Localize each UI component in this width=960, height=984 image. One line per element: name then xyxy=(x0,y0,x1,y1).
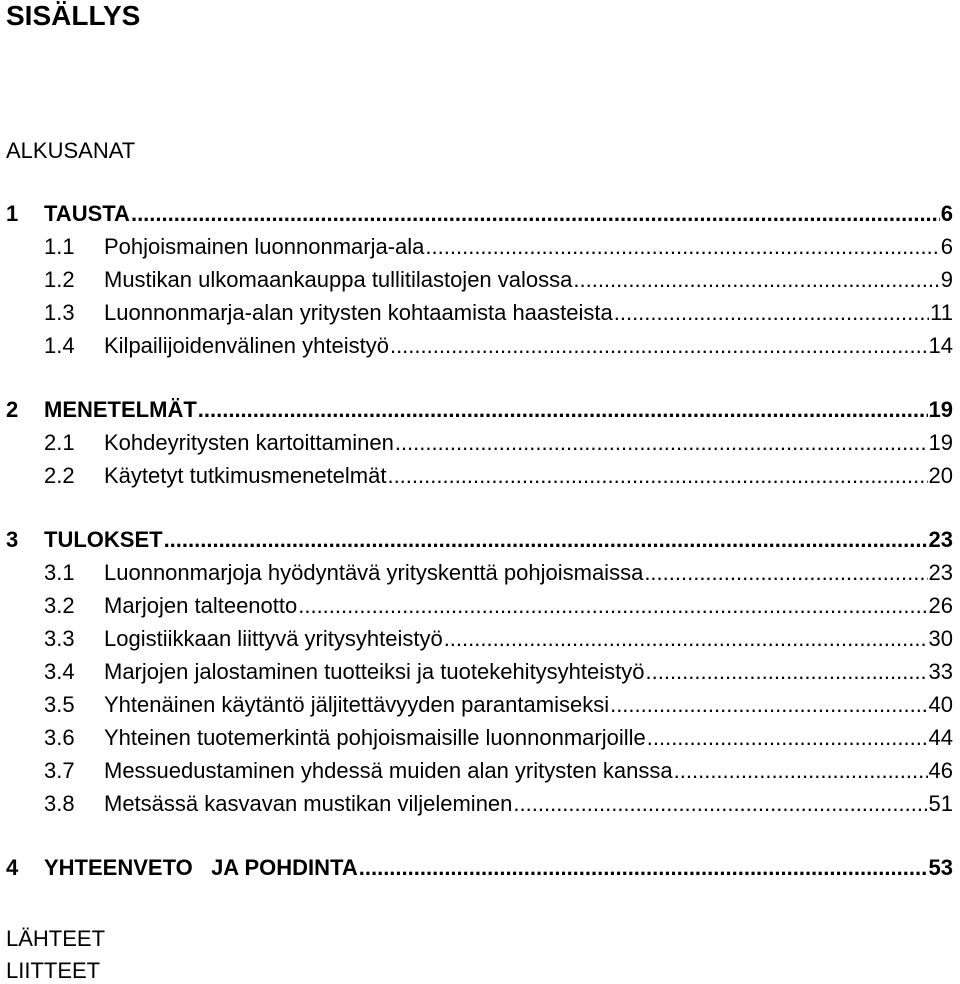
toc-dot-leader xyxy=(610,692,927,718)
toc-entry-page: 11 xyxy=(930,300,953,325)
toc-entry xyxy=(6,397,953,429)
toc-entry-page: 44 xyxy=(928,725,953,750)
toc-entry-page: 33 xyxy=(928,659,953,684)
toc-entry-label: Luonnonmarjoja hyödyntävä yrityskenttä pohjoismaissa xyxy=(104,560,644,585)
toc-entry xyxy=(6,527,953,559)
toc-dot-leader xyxy=(390,333,928,359)
toc-dot-leader xyxy=(298,593,927,619)
toc-entry-page: 6 xyxy=(940,234,953,259)
toc-entry-page: 40 xyxy=(928,692,953,717)
toc-entry xyxy=(44,758,953,790)
toc-entry-number: 2.2 xyxy=(44,463,75,488)
toc-dot-leader xyxy=(614,300,929,326)
toc-dot-leader xyxy=(646,659,928,685)
toc-entry-label: YHTEENVETO JA POHDINTA xyxy=(44,855,358,880)
toc-entry-label: Yhtenäinen käytäntö jäljitettävyyden parantamiseksi xyxy=(104,692,610,717)
toc-entry-label: Kohdeyritysten kartoittaminen xyxy=(104,430,394,455)
toc-entry-page: 19 xyxy=(928,397,953,422)
toc-dot-leader xyxy=(359,855,928,881)
toc-entry xyxy=(44,560,953,592)
toc-entry xyxy=(44,234,953,266)
toc-entry-page: 23 xyxy=(928,560,953,585)
toc-entry-page: 46 xyxy=(928,758,953,783)
toc-entry-label: Kilpailijoidenvälinen yhteistyö xyxy=(104,333,389,358)
toc-entry-page: 26 xyxy=(928,593,953,618)
toc-entry-page: 51 xyxy=(928,791,953,816)
toc-entry-number: 3.8 xyxy=(44,791,75,816)
toc-dot-leader xyxy=(513,791,927,817)
toc-entry-label: Yhteinen tuotemerkintä pohjoismaisille luonnonmarjoille xyxy=(104,725,646,750)
toc-entry-label: Pohjoismainen luonnonmarja-ala xyxy=(104,234,425,259)
toc-entry xyxy=(44,593,953,625)
toc-entry-label: MENETELMÄT xyxy=(44,397,197,422)
toc-entry xyxy=(44,267,953,299)
toc-entry-number: 1.4 xyxy=(44,333,75,358)
toc-entry-label: Mustikan ulkomaankauppa tullitilastojen valossa xyxy=(104,267,573,292)
toc-entry-label: Metsässä kasvavan mustikan viljeleminen xyxy=(104,791,513,816)
toc-entry-number: 4 xyxy=(6,855,19,880)
toc-entry-page: 14 xyxy=(928,333,953,358)
toc-dot-leader xyxy=(425,234,939,260)
toc-entry-label: Käytetyt tutkimusmenetelmät xyxy=(104,463,387,488)
toc-entry xyxy=(44,300,953,332)
toc-entry-page: 20 xyxy=(928,463,953,488)
toc-entry-number: 3 xyxy=(6,527,19,552)
toc-dot-leader xyxy=(131,201,940,227)
toc-entry-number: 3.1 xyxy=(44,560,75,585)
toc-entry xyxy=(44,626,953,658)
toc-entry xyxy=(44,463,953,495)
toc-entry-label: Messuedustaminen yhdessä muiden alan yritysten kanssa xyxy=(104,758,673,783)
references-heading: LÄHTEET xyxy=(6,926,106,951)
toc-entry-label: Marjojen jalostaminen tuotteiksi ja tuotekehitysyhteistyö xyxy=(104,659,645,684)
toc-entry xyxy=(44,692,953,724)
toc-dot-leader xyxy=(647,725,928,751)
toc-entry-number: 1.1 xyxy=(44,234,75,259)
toc-entry-label: TULOKSET xyxy=(44,527,163,552)
toc-entry-number: 2 xyxy=(6,397,19,422)
toc-dot-leader xyxy=(164,527,928,553)
toc-entry-label: Logistiikkaan liittyvä yritysyhteistyö xyxy=(104,626,443,651)
toc-entry-page: 19 xyxy=(928,430,953,455)
toc-entry-page: 6 xyxy=(940,201,953,226)
toc-entry-label: TAUSTA xyxy=(44,201,130,226)
toc-dot-leader xyxy=(644,560,927,586)
toc-entry xyxy=(6,855,953,887)
toc-dot-leader xyxy=(573,267,939,293)
toc-entry xyxy=(44,430,953,462)
toc-entry-page: 30 xyxy=(928,626,953,651)
toc-entry-label: Marjojen talteenotto xyxy=(104,593,298,618)
toc-dot-leader xyxy=(444,626,928,652)
toc-entry-number: 1.2 xyxy=(44,267,75,292)
toc-entry-number: 3.7 xyxy=(44,758,75,783)
appendices-heading: LIITTEET xyxy=(6,958,101,983)
toc-entry-number: 3.2 xyxy=(44,593,75,618)
toc-entry-page: 23 xyxy=(928,527,953,552)
toc-entry-number: 3.5 xyxy=(44,692,75,717)
toc-entry-page: 9 xyxy=(940,267,953,292)
toc-entry-number: 1 xyxy=(6,201,19,226)
toc-dot-leader xyxy=(198,397,928,423)
toc-entry-number: 2.1 xyxy=(44,430,75,455)
toc-entry xyxy=(6,201,953,233)
toc-entry-page: 53 xyxy=(928,855,953,880)
toc-entry-number: 3.4 xyxy=(44,659,75,684)
toc-dot-leader xyxy=(674,758,928,784)
page-title: SISÄLLYS xyxy=(6,0,141,31)
toc-entry-number: 3.6 xyxy=(44,725,75,750)
toc-entry-number: 3.3 xyxy=(44,626,75,651)
toc-entry xyxy=(44,659,953,691)
toc-entry-number: 1.3 xyxy=(44,300,75,325)
toc-dot-leader xyxy=(395,430,928,456)
toc-entry-label: Luonnonmarja-alan yritysten kohtaamista haasteista xyxy=(104,300,613,325)
preface-heading: ALKUSANAT xyxy=(6,138,136,163)
toc-entry xyxy=(44,333,953,365)
toc-entry xyxy=(44,725,953,757)
toc-dot-leader xyxy=(387,463,927,489)
toc-entry xyxy=(44,791,953,823)
